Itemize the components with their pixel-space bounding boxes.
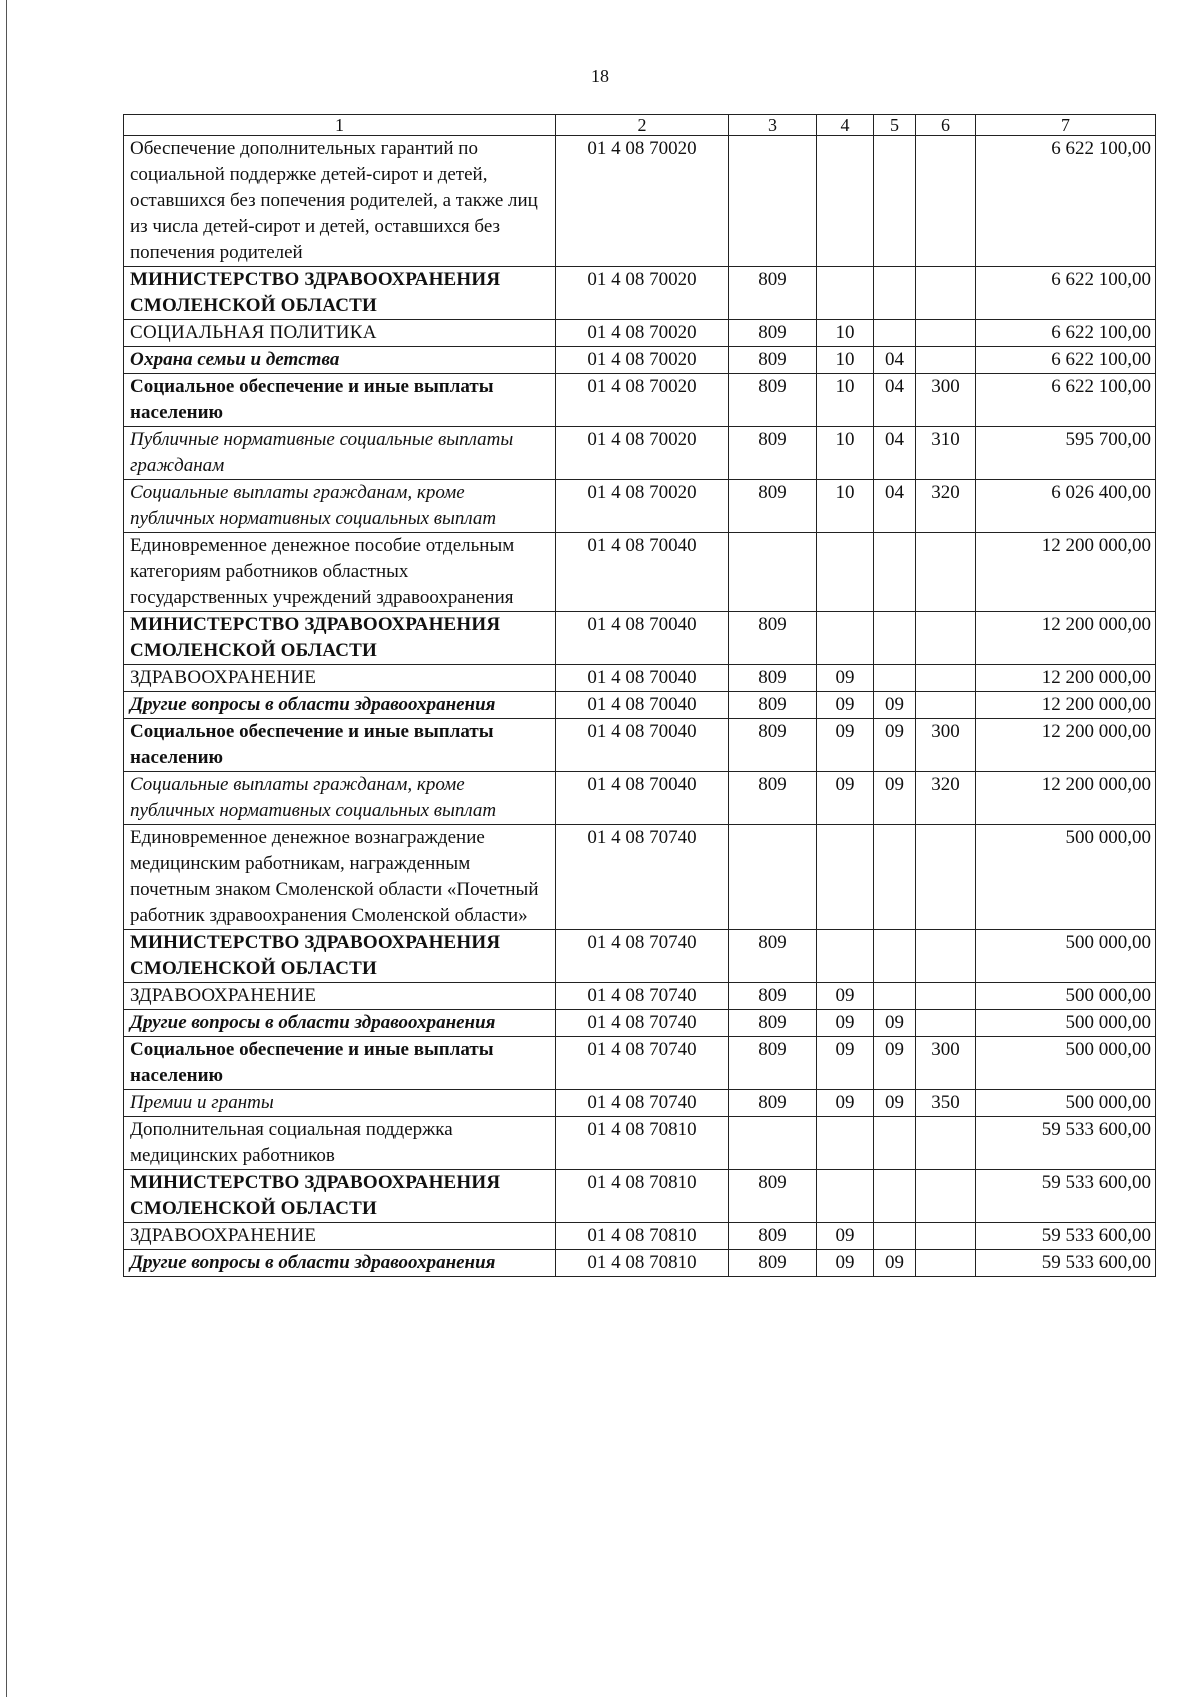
row-subsection-code-cell: 04 [874,347,916,374]
row-csr-code-cell: 01 4 08 70020 [556,427,729,480]
row-csr-code-cell: 01 4 08 70020 [556,320,729,347]
table-row [124,1010,1156,1037]
row-name-cell: МИНИСТЕРСТВО ЗДРАВООХРАНЕНИЯ СМОЛЕНСКОЙ ОБЛАСТИ [124,1170,556,1223]
row-amount-cell: 6 622 100,00 [976,136,1156,267]
row-amount-cell: 12 200 000,00 [976,719,1156,772]
row-expense-type-cell: 320 [916,480,976,533]
row-csr-code-cell: 01 4 08 70020 [556,267,729,320]
row-amount-cell: 500 000,00 [976,1037,1156,1090]
row-expense-type-cell [916,320,976,347]
table-row [124,1117,1156,1170]
row-amount-cell: 500 000,00 [976,930,1156,983]
row-csr-code-cell: 01 4 08 70040 [556,692,729,719]
row-amount-cell: 59 533 600,00 [976,1223,1156,1250]
budget-table [123,114,1156,1277]
row-expense-type-cell: 350 [916,1090,976,1117]
row-section-code-cell [817,136,874,267]
table-row [124,427,1156,480]
row-amount-cell: 595 700,00 [976,427,1156,480]
row-subsection-code-cell: 09 [874,1010,916,1037]
row-name-cell: Единовременное денежное пособие отдельным категориям работников областных государственных учреждений здравоохранения [124,533,556,612]
row-csr-code-cell: 01 4 08 70810 [556,1117,729,1170]
table-row [124,320,1156,347]
row-amount-cell: 6 622 100,00 [976,267,1156,320]
row-name-cell: ЗДРАВООХРАНЕНИЕ [124,1223,556,1250]
row-section-code-cell [817,930,874,983]
table-row [124,665,1156,692]
row-grbs-code-cell: 809 [729,347,817,374]
row-subsection-code-cell: 09 [874,1037,916,1090]
row-expense-type-cell [916,983,976,1010]
row-expense-type-cell [916,665,976,692]
row-section-code-cell: 09 [817,1223,874,1250]
row-subsection-code-cell [874,983,916,1010]
row-expense-type-cell [916,267,976,320]
row-grbs-code-cell: 809 [729,719,817,772]
row-name-cell: Социальные выплаты гражданам, кроме публичных нормативных социальных выплат [124,772,556,825]
row-expense-type-cell [916,1117,976,1170]
row-csr-code-cell: 01 4 08 70020 [556,374,729,427]
row-expense-type-cell [916,930,976,983]
header-cell-col3: 3 [729,115,817,136]
row-amount-cell: 6 622 100,00 [976,320,1156,347]
row-csr-code-cell: 01 4 08 70810 [556,1250,729,1277]
row-section-code-cell: 09 [817,719,874,772]
row-section-code-cell: 09 [817,1037,874,1090]
row-amount-cell: 6 622 100,00 [976,347,1156,374]
row-section-code-cell: 10 [817,320,874,347]
row-subsection-code-cell [874,136,916,267]
row-amount-cell: 12 200 000,00 [976,612,1156,665]
row-amount-cell: 59 533 600,00 [976,1117,1156,1170]
row-grbs-code-cell: 809 [729,480,817,533]
row-csr-code-cell: 01 4 08 70810 [556,1223,729,1250]
row-section-code-cell: 09 [817,665,874,692]
row-grbs-code-cell [729,136,817,267]
row-section-code-cell [817,1117,874,1170]
header-cell-col7: 7 [976,115,1156,136]
row-section-code-cell: 10 [817,374,874,427]
row-subsection-code-cell [874,533,916,612]
table-row [124,612,1156,665]
row-subsection-code-cell: 04 [874,427,916,480]
row-name-cell: Премии и гранты [124,1090,556,1117]
row-name-cell: МИНИСТЕРСТВО ЗДРАВООХРАНЕНИЯ СМОЛЕНСКОЙ ОБЛАСТИ [124,612,556,665]
row-grbs-code-cell: 809 [729,1170,817,1223]
header-cell-col2: 2 [556,115,729,136]
row-subsection-code-cell [874,320,916,347]
row-section-code-cell [817,1170,874,1223]
table-row [124,374,1156,427]
row-section-code-cell [817,612,874,665]
row-expense-type-cell [916,612,976,665]
row-expense-type-cell: 300 [916,374,976,427]
row-grbs-code-cell: 809 [729,983,817,1010]
row-subsection-code-cell: 09 [874,1250,916,1277]
row-csr-code-cell: 01 4 08 70740 [556,983,729,1010]
row-name-cell: Единовременное денежное вознаграждение медицинским работникам, награжденным почетным знаком Смоленской области «Почетный работник здравоохранения Смоленской области» [124,825,556,930]
row-section-code-cell: 10 [817,347,874,374]
row-name-cell: Дополнительная социальная поддержка медицинских работников [124,1117,556,1170]
row-name-cell: ЗДРАВООХРАНЕНИЕ [124,665,556,692]
row-grbs-code-cell: 809 [729,1037,817,1090]
table-row [124,825,1156,930]
row-subsection-code-cell [874,1117,916,1170]
header-cell-col4: 4 [817,115,874,136]
row-amount-cell: 6 622 100,00 [976,374,1156,427]
table-row [124,1250,1156,1277]
row-name-cell: МИНИСТЕРСТВО ЗДРАВООХРАНЕНИЯ СМОЛЕНСКОЙ ОБЛАСТИ [124,267,556,320]
row-section-code-cell: 09 [817,983,874,1010]
row-grbs-code-cell: 809 [729,374,817,427]
row-section-code-cell: 09 [817,1250,874,1277]
row-subsection-code-cell: 09 [874,719,916,772]
row-grbs-code-cell: 809 [729,612,817,665]
row-subsection-code-cell: 04 [874,374,916,427]
header-row [124,115,1156,136]
row-csr-code-cell: 01 4 08 70810 [556,1170,729,1223]
row-name-cell: Социальное обеспечение и иные выплаты населению [124,1037,556,1090]
row-name-cell: Социальные выплаты гражданам, кроме публичных нормативных социальных выплат [124,480,556,533]
row-section-code-cell [817,267,874,320]
row-grbs-code-cell [729,1117,817,1170]
row-section-code-cell: 09 [817,772,874,825]
row-expense-type-cell: 300 [916,719,976,772]
row-expense-type-cell [916,136,976,267]
row-subsection-code-cell: 09 [874,772,916,825]
table-row [124,533,1156,612]
row-name-cell: Обеспечение дополнительных гарантий по социальной поддержке детей-сирот и детей, оставшихся без попечения родителей, а также лиц из числа детей-сирот и детей, оставшихся без попечения родителей [124,136,556,267]
row-expense-type-cell [916,692,976,719]
row-grbs-code-cell: 809 [729,692,817,719]
table-row [124,772,1156,825]
row-grbs-code-cell: 809 [729,930,817,983]
row-name-cell: Другие вопросы в области здравоохранения [124,692,556,719]
header-cell-col1: 1 [124,115,556,136]
row-subsection-code-cell: 04 [874,480,916,533]
header-cell-col5: 5 [874,115,916,136]
row-subsection-code-cell [874,930,916,983]
row-subsection-code-cell [874,612,916,665]
table-row [124,1037,1156,1090]
row-subsection-code-cell [874,1170,916,1223]
row-expense-type-cell [916,1170,976,1223]
row-csr-code-cell: 01 4 08 70040 [556,665,729,692]
row-subsection-code-cell [874,267,916,320]
row-subsection-code-cell: 09 [874,692,916,719]
row-csr-code-cell: 01 4 08 70040 [556,612,729,665]
row-section-code-cell: 10 [817,480,874,533]
row-csr-code-cell: 01 4 08 70020 [556,347,729,374]
row-amount-cell: 6 026 400,00 [976,480,1156,533]
table-row [124,1170,1156,1223]
row-csr-code-cell: 01 4 08 70020 [556,136,729,267]
row-csr-code-cell: 01 4 08 70040 [556,719,729,772]
page-number: 18 [591,66,609,86]
row-expense-type-cell: 310 [916,427,976,480]
table-row [124,719,1156,772]
row-section-code-cell: 09 [817,1010,874,1037]
row-expense-type-cell [916,1223,976,1250]
table-body [124,115,1156,1277]
table-row [124,480,1156,533]
row-csr-code-cell: 01 4 08 70740 [556,930,729,983]
table-row [124,692,1156,719]
table-row [124,930,1156,983]
row-subsection-code-cell [874,1223,916,1250]
row-csr-code-cell: 01 4 08 70740 [556,1090,729,1117]
row-grbs-code-cell: 809 [729,772,817,825]
row-amount-cell: 59 533 600,00 [976,1170,1156,1223]
row-subsection-code-cell [874,665,916,692]
row-expense-type-cell: 320 [916,772,976,825]
row-grbs-code-cell: 809 [729,267,817,320]
row-grbs-code-cell: 809 [729,320,817,347]
row-grbs-code-cell: 809 [729,665,817,692]
row-expense-type-cell [916,1250,976,1277]
row-name-cell: СОЦИАЛЬНАЯ ПОЛИТИКА [124,320,556,347]
row-amount-cell: 12 200 000,00 [976,533,1156,612]
row-name-cell: ЗДРАВООХРАНЕНИЕ [124,983,556,1010]
row-csr-code-cell: 01 4 08 70020 [556,480,729,533]
row-amount-cell: 500 000,00 [976,1090,1156,1117]
row-expense-type-cell [916,533,976,612]
row-grbs-code-cell [729,825,817,930]
row-subsection-code-cell [874,825,916,930]
row-name-cell: Социальное обеспечение и иные выплаты населению [124,719,556,772]
row-section-code-cell [817,825,874,930]
table-row [124,267,1156,320]
row-grbs-code-cell [729,533,817,612]
row-section-code-cell: 09 [817,1090,874,1117]
row-csr-code-cell: 01 4 08 70040 [556,533,729,612]
row-name-cell: Охрана семьи и детства [124,347,556,374]
row-name-cell: Социальное обеспечение и иные выплаты населению [124,374,556,427]
header-cell-col6: 6 [916,115,976,136]
scan-edge-line [6,0,7,1697]
row-name-cell: Другие вопросы в области здравоохранения [124,1250,556,1277]
row-amount-cell: 500 000,00 [976,1010,1156,1037]
row-section-code-cell: 09 [817,692,874,719]
table-row [124,1223,1156,1250]
row-grbs-code-cell: 809 [729,427,817,480]
row-subsection-code-cell: 09 [874,1090,916,1117]
row-amount-cell: 500 000,00 [976,983,1156,1010]
row-section-code-cell: 10 [817,427,874,480]
row-grbs-code-cell: 809 [729,1250,817,1277]
row-section-code-cell [817,533,874,612]
row-expense-type-cell [916,1010,976,1037]
row-amount-cell: 59 533 600,00 [976,1250,1156,1277]
row-grbs-code-cell: 809 [729,1223,817,1250]
row-amount-cell: 500 000,00 [976,825,1156,930]
row-expense-type-cell [916,347,976,374]
row-csr-code-cell: 01 4 08 70740 [556,825,729,930]
row-csr-code-cell: 01 4 08 70040 [556,772,729,825]
table-row [124,1090,1156,1117]
row-grbs-code-cell: 809 [729,1090,817,1117]
row-csr-code-cell: 01 4 08 70740 [556,1010,729,1037]
row-amount-cell: 12 200 000,00 [976,692,1156,719]
row-csr-code-cell: 01 4 08 70740 [556,1037,729,1090]
row-expense-type-cell [916,825,976,930]
row-expense-type-cell: 300 [916,1037,976,1090]
row-name-cell: Другие вопросы в области здравоохранения [124,1010,556,1037]
table-row [124,136,1156,267]
row-name-cell: Публичные нормативные социальные выплаты гражданам [124,427,556,480]
table-row [124,347,1156,374]
row-name-cell: МИНИСТЕРСТВО ЗДРАВООХРАНЕНИЯ СМОЛЕНСКОЙ ОБЛАСТИ [124,930,556,983]
row-grbs-code-cell: 809 [729,1010,817,1037]
row-amount-cell: 12 200 000,00 [976,665,1156,692]
table-row [124,983,1156,1010]
row-amount-cell: 12 200 000,00 [976,772,1156,825]
